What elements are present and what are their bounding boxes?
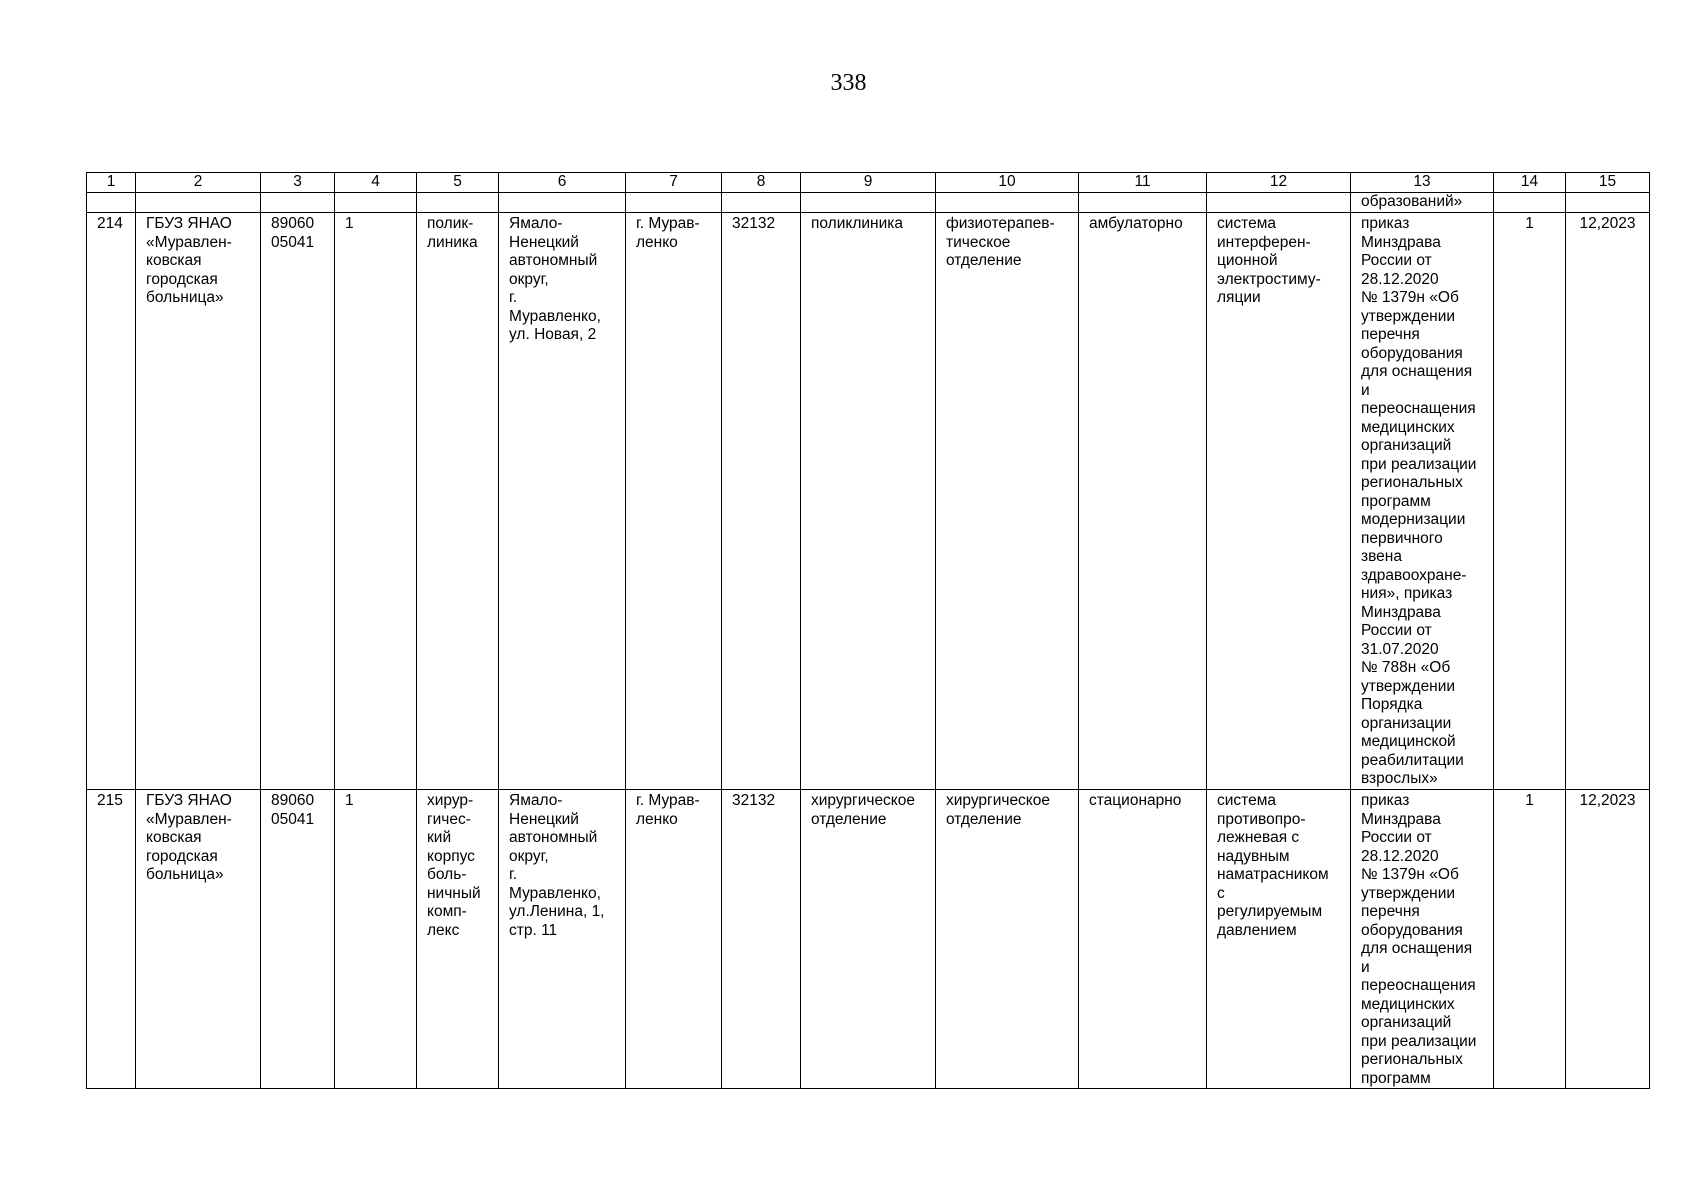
- table-cell: [1207, 193, 1351, 213]
- code-cell: 89060 05041: [261, 213, 335, 790]
- row-number-cell: 214: [87, 213, 136, 790]
- table-cell: 32132: [722, 213, 801, 790]
- column-header: 8: [722, 173, 801, 193]
- column-header: 11: [1079, 173, 1207, 193]
- table-row: [87, 213, 1650, 790]
- date-cell: 12,2023: [1566, 213, 1650, 790]
- page-number: 338: [830, 70, 867, 96]
- regulation-cell: приказ Минздрава России от 28.12.2020 № 1379н «Об утверждении перечня оборудования для оснащения и переоснащения медицинских организаций при реализации региональных программ: [1351, 790, 1494, 1089]
- column-header: 14: [1494, 173, 1566, 193]
- table-cell: 1: [335, 213, 417, 790]
- column-header: 10: [936, 173, 1079, 193]
- table-row: [87, 790, 1650, 1089]
- table-cell: [335, 193, 417, 213]
- continuation-row: [87, 193, 1650, 213]
- column-number-row: [87, 173, 1650, 193]
- organization-cell: ГБУЗ ЯНАО «Муравлен- ковская городская больница»: [136, 213, 261, 790]
- table-cell: [261, 193, 335, 213]
- column-header: 13: [1351, 173, 1494, 193]
- department-cell: хирургическое отделение: [936, 790, 1079, 1089]
- column-header: 3: [261, 173, 335, 193]
- code-cell: 89060 05041: [261, 790, 335, 1089]
- table-cell: [936, 193, 1079, 213]
- column-header: 1: [87, 173, 136, 193]
- column-header: 12: [1207, 173, 1351, 193]
- table-cell: [1566, 193, 1650, 213]
- column-header: 15: [1566, 173, 1650, 193]
- city-cell: г. Мурав- ленко: [626, 790, 722, 1089]
- equipment-cell: система противопро- лежневая с надувным наматрасником с регулируемым давлением: [1207, 790, 1351, 1089]
- unit-cell: хирургическое отделение: [801, 790, 936, 1089]
- city-cell: г. Мурав- ленко: [626, 213, 722, 790]
- column-header: 9: [801, 173, 936, 193]
- table-cell: образований»: [1351, 193, 1494, 213]
- address-cell: Ямало- Ненецкий автономный округ, г. Муравленко, ул.Ленина, 1, стр. 11: [499, 790, 626, 1089]
- table-cell: [626, 193, 722, 213]
- table-cell: [136, 193, 261, 213]
- care-type-cell: амбулаторно: [1079, 213, 1207, 790]
- organization-cell: ГБУЗ ЯНАО «Муравлен- ковская городская больница»: [136, 790, 261, 1089]
- table-cell: [1079, 193, 1207, 213]
- table-cell: [722, 193, 801, 213]
- column-header: 6: [499, 173, 626, 193]
- table-cell: [801, 193, 936, 213]
- care-type-cell: стационарно: [1079, 790, 1207, 1089]
- quantity-cell: 1: [1494, 790, 1566, 1089]
- regulation-cell: приказ Минздрава России от 28.12.2020 № 1379н «Об утверждении перечня оборудования для оснащения и переоснащения медицинских организаций при реализации региональных программ модернизации первичного звена здравоохране- ния», приказ Минздрава России от 31.07.2020 № 788н «Об утверждении Порядка организации медицинской реабилитации взрослых»: [1351, 213, 1494, 790]
- address-cell: Ямало- Ненецкий автономный округ, г. Муравленко, ул. Новая, 2: [499, 213, 626, 790]
- table-cell: [87, 193, 136, 213]
- table-cell: [1494, 193, 1566, 213]
- column-header: 7: [626, 173, 722, 193]
- table-cell: 1: [335, 790, 417, 1089]
- equipment-cell: система интерферен- ционной электростиму- ляции: [1207, 213, 1351, 790]
- table-cell: 32132: [722, 790, 801, 1089]
- column-header: 5: [417, 173, 499, 193]
- quantity-cell: 1: [1494, 213, 1566, 790]
- row-number-cell: 215: [87, 790, 136, 1089]
- data-table: [86, 172, 1650, 1089]
- building-cell: хирур- гичес- кий корпус боль- ничный комп- лекс: [417, 790, 499, 1089]
- department-cell: физиотерапев- тическое отделение: [936, 213, 1079, 790]
- table-cell: [499, 193, 626, 213]
- date-cell: 12,2023: [1566, 790, 1650, 1089]
- unit-cell: поликлиника: [801, 213, 936, 790]
- column-header: 2: [136, 173, 261, 193]
- column-header: 4: [335, 173, 417, 193]
- building-cell: полик- линика: [417, 213, 499, 790]
- table-cell: [417, 193, 499, 213]
